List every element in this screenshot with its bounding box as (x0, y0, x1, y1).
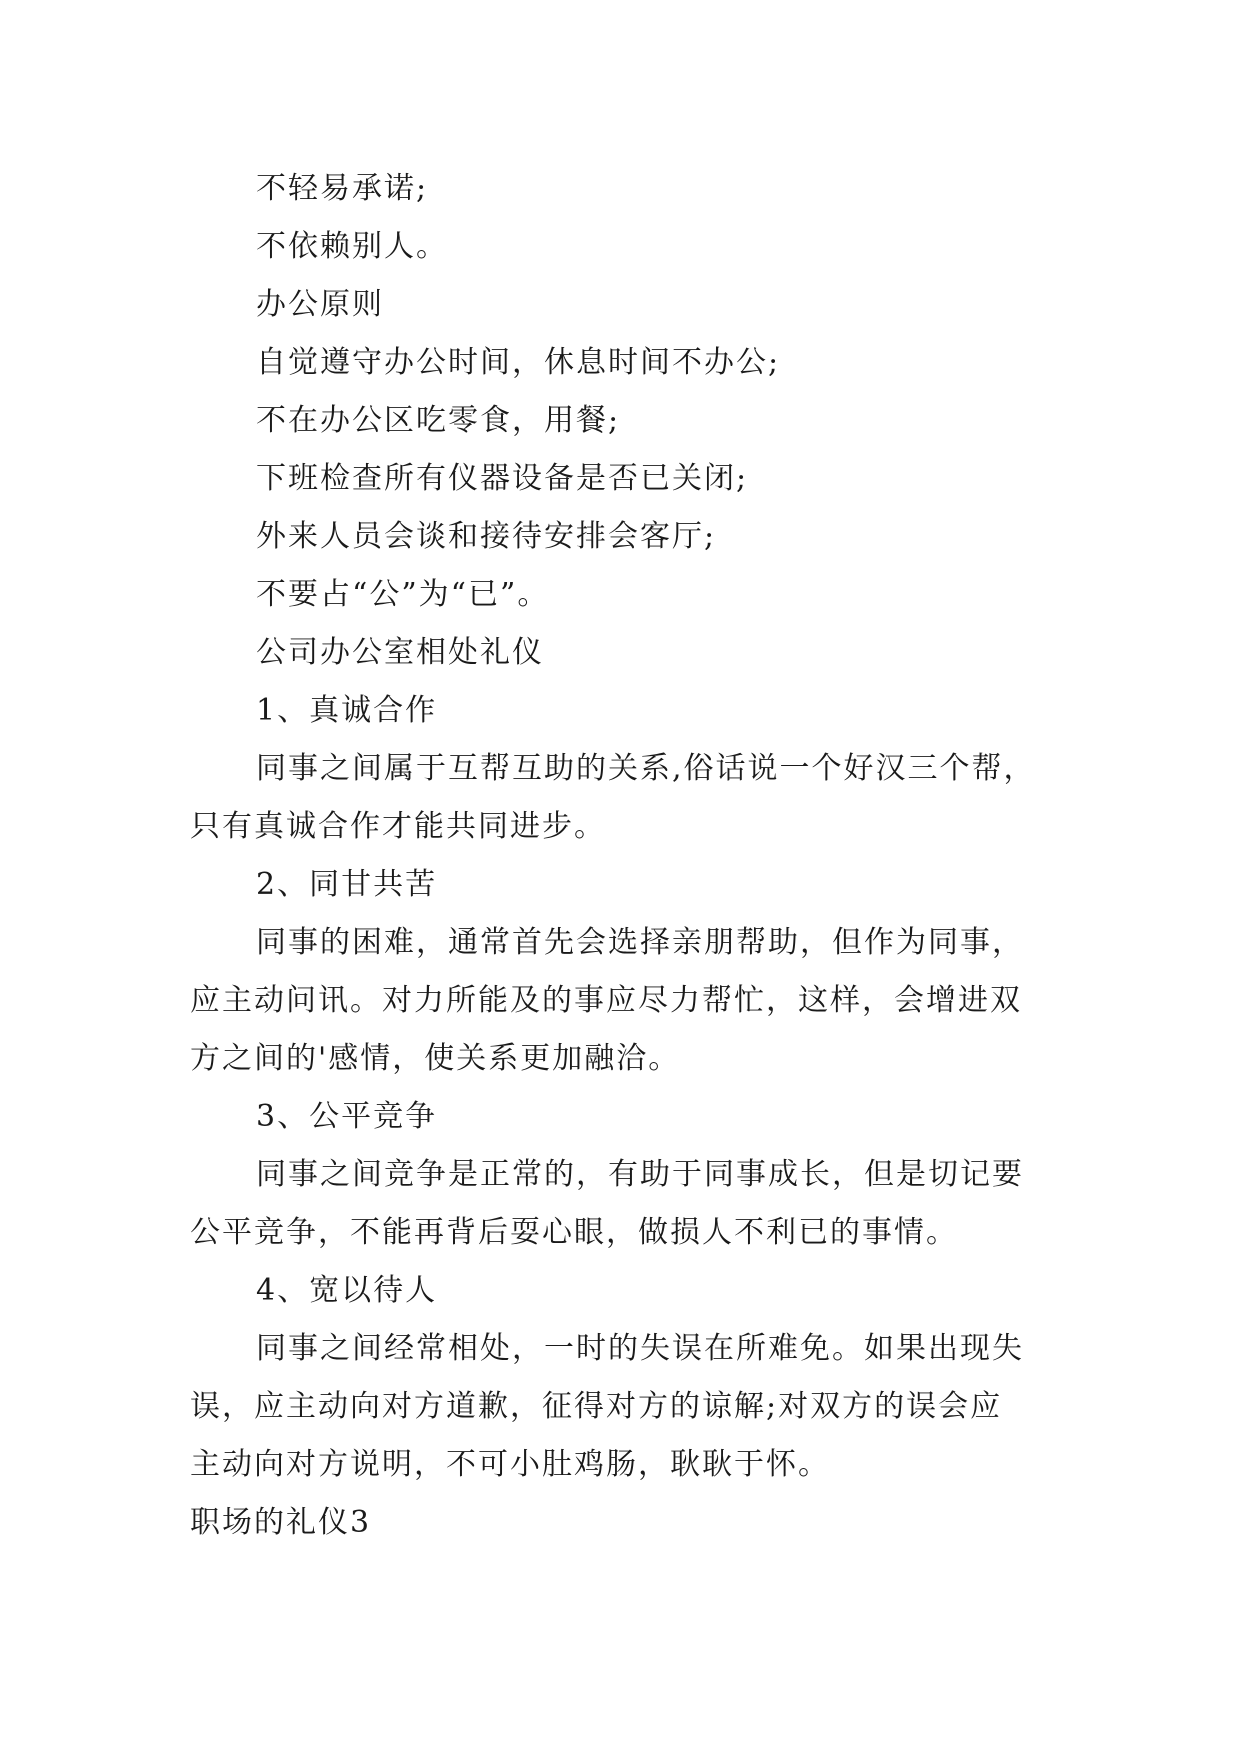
subheading-office-principles: 办公原则 (256, 287, 384, 322)
paragraph-line: 误，应主动向对方道歉，征得对方的谅解;对双方的误会应 (190, 1389, 1003, 1424)
list-heading: 1、真诚合作 (256, 693, 438, 728)
paragraph-line: 方之间的'感情，使关系更加融洽。 (190, 1041, 681, 1076)
text-line: 外来人员会谈和接待安排会客厅; (256, 519, 717, 554)
text-line: 不在办公区吃零食，用餐; (256, 403, 621, 438)
paragraph-line: 只有真诚合作才能共同进步。 (190, 809, 606, 844)
subheading-office-etiquette: 公司办公室相处礼仪 (256, 635, 544, 670)
paragraph-line: 同事之间经常相处，一时的失误在所难免。如果出现失 (256, 1331, 1024, 1366)
text-line: 下班检查所有仪器设备是否已关闭; (256, 461, 749, 496)
section-title: 职场的礼仪3 (190, 1505, 372, 1540)
paragraph-line: 同事之间竞争是正常的，有助于同事成长，但是切记要 (256, 1157, 1024, 1192)
paragraph-line: 主动向对方说明，不可小肚鸡肠，耿耿于怀。 (190, 1447, 830, 1482)
paragraph-line: 公平竞争，不能再背后耍心眼，做损人不利已的事情。 (190, 1215, 958, 1250)
list-heading: 3、公平竞争 (256, 1099, 438, 1134)
text-line: 不要占“公”为“已”。 (256, 577, 550, 612)
paragraph-line: 同事的困难，通常首先会选择亲朋帮助，但作为同事， (256, 925, 1024, 960)
list-heading: 4、宽以待人 (256, 1273, 438, 1308)
paragraph-line: 应主动问讯。对力所能及的事应尽力帮忙，这样，会增进双 (190, 983, 1022, 1018)
text-line: 自觉遵守办公时间，休息时间不办公; (256, 345, 781, 380)
document-body (190, 160, 1070, 1552)
list-heading: 2、同甘共苦 (256, 867, 438, 902)
paragraph-line: 同事之间属于互帮互助的关系,俗话说一个好汉三个帮， (256, 751, 1036, 786)
text-line: 不轻易承诺; (256, 171, 429, 206)
text-line: 不依赖别人。 (256, 229, 448, 264)
